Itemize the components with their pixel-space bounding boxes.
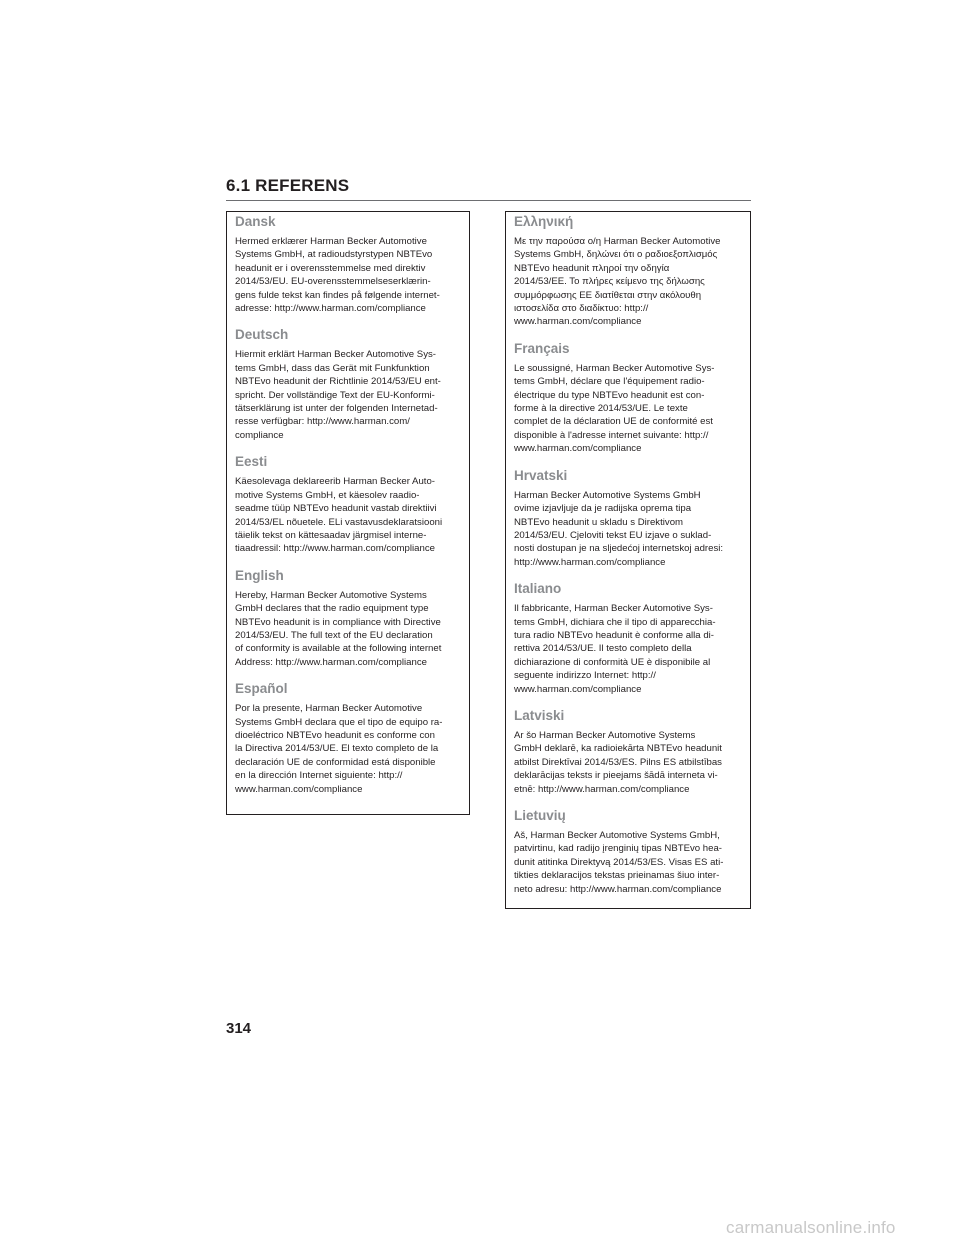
language-heading: Eesti [235, 454, 268, 470]
declaration-block-english [235, 567, 461, 669]
declaration-text: Hereby, Harman Becker Automotive Systems GmbH declares that the radio equipment type NBTEvo headunit is in compliance with Directive 2014/53/EU. The full text of the EU declaration of conformity is available at the following internet Address: http://www.harman.com/compliance [235, 589, 442, 668]
language-heading: Dansk [235, 214, 276, 229]
declaration-block-hrvatski [514, 467, 742, 569]
watermark: carmanualsonline.info [726, 1218, 896, 1237]
declaration-block-italiano [514, 580, 742, 696]
language-heading: Français [514, 340, 570, 356]
declaration-block-lietuviu [514, 807, 742, 896]
declaration-text: Hiermit erklärt Harman Becker Automotive Sys- tems GmbH, dass das Gerät mit Funkfunktion NBTEvo headunit der Richtlinie 2014/53/EU ent- spricht. Der vollständige Text der EU-Konformi- tätserklärung ist unter der folgenden Internetad- resse verfügbar: http://www.harman.com/ compliance [235, 349, 441, 441]
declaration-text: Harman Becker Automotive Systems GmbH ovime izjavljuje da je radijska oprema tipa NBTEvo headunit u skladu s Direktivom 2014/53/EU. Cjeloviti tekst EU izjave o suklad- nosti dostupan je na sljedećoj internetskoj adresi: http://www.harman.com/compliance [514, 489, 724, 568]
language-heading: Hrvatski [514, 467, 568, 483]
declaration-text: Με την παρούσα ο/η Harman Becker Automotive Systems GmbH, δηλώνει ότι ο ραδιοεξοπλισμός NBTEvo headunit πληροί την οδηγία 2014/53/ΕΕ. Το πλήρες κείμενο της δήλωσης συμμόρφωσης ΕΕ διατίθεται στην ακόλουθη ιστοσελίδα στο διαδίκτυο: http:// www.harman.com/compliance [514, 236, 721, 328]
language-heading: Deutsch [235, 327, 289, 343]
language-heading: Español [235, 681, 288, 697]
declaration-text: Hermed erklærer Harman Becker Automotive Systems GmbH, at radioudstyrstypen NBTEvo headunit er i overensstemmelse med direktiv 2014/53/EU. EU-overensstemmelseserklærin- gens fulde tekst kan findes på følgende internet- adresse: http://www.harman.com/compliance [235, 236, 440, 315]
declaration-text: Le soussigné, Harman Becker Automotive Sys- tems GmbH, déclare que l'équipement radio- électrique du type NBTEvo headunit est con- forme à la directive 2014/53/UE. Le texte complet de la déclaration UE de conformité est disponible à l'adresse internet suivante: http:// www.harman.com/compliance [514, 362, 715, 455]
language-heading: Italiano [514, 581, 562, 597]
declaration-block-espanol [235, 680, 461, 796]
declaration-text: Ar šo Harman Becker Automotive Systems GmbH deklarē, ka radioiekārta NBTEvo headunit atbilst Direktīvai 2014/53/ES. Pilns ES atbilstības deklarācijas teksts ir pieejams šādā interneta vi- etnē: http://www.harman.com/compliance [514, 729, 722, 795]
declaration-text: Käesolevaga deklareerib Harman Becker Auto- motive Systems GmbH, et käesolev raadio- seadme tüüp NBTEvo headunit vastab direktiivi 2014/53/EL nõuetele. ELi vastavusdeklaratsiooni täielik tekst on kättesaadav järgmisel interne- tiaadressil: http://www.harman.com/compliance [235, 476, 443, 555]
declaration-block-dansk [235, 213, 461, 315]
page-number: 314 [226, 1020, 252, 1037]
language-heading: Lietuvių [514, 808, 566, 823]
language-heading: Latviski [514, 707, 565, 723]
declaration-box-left [226, 211, 470, 815]
declaration-block-latviski [514, 707, 742, 796]
declaration-block-greek [514, 213, 742, 329]
section-divider [226, 200, 751, 201]
section-title: 6.1 REFERENS [226, 176, 350, 195]
language-heading: English [235, 567, 284, 583]
declaration-text: Por la presente, Harman Becker Automotive Systems GmbH declara que el tipo de equipo ra- dioeléctrico NBTEvo headunit es conforme con la Directiva 2014/53/UE. El texto completo de la declaración UE de conformidad está disponible en la dirección Internet siguiente: http:// www.harman.com/compliance [235, 703, 443, 795]
declaration-block-eesti [235, 453, 461, 555]
declaration-block-francais [514, 340, 742, 456]
declaration-text: Aš, Harman Becker Automotive Systems GmbH, patvirtinu, kad radijo įrenginių tipas NBTEvo hea- dunit atitinka Direktyvą 2014/53/ES. Visas ES ati- tikties deklaracijos tekstas prieinamas šiuo inter- neto adresu: http://www.harman.com/compliance [514, 830, 724, 895]
language-heading: Ελληνική [514, 214, 574, 229]
declaration-box-right [505, 211, 751, 909]
declaration-block-deutsch [235, 326, 461, 442]
declaration-text: Il fabbricante, Harman Becker Automotive Sys- tems GmbH, dichiara che il tipo di apparecchia- tura radio NBTEvo headunit è conforme alla di- rettiva 2014/53/UE. Il testo completo della dichiarazione di conformità UE è disponibile al seguente indirizzo Internet: http:// www.harman.com/compliance [514, 603, 716, 695]
